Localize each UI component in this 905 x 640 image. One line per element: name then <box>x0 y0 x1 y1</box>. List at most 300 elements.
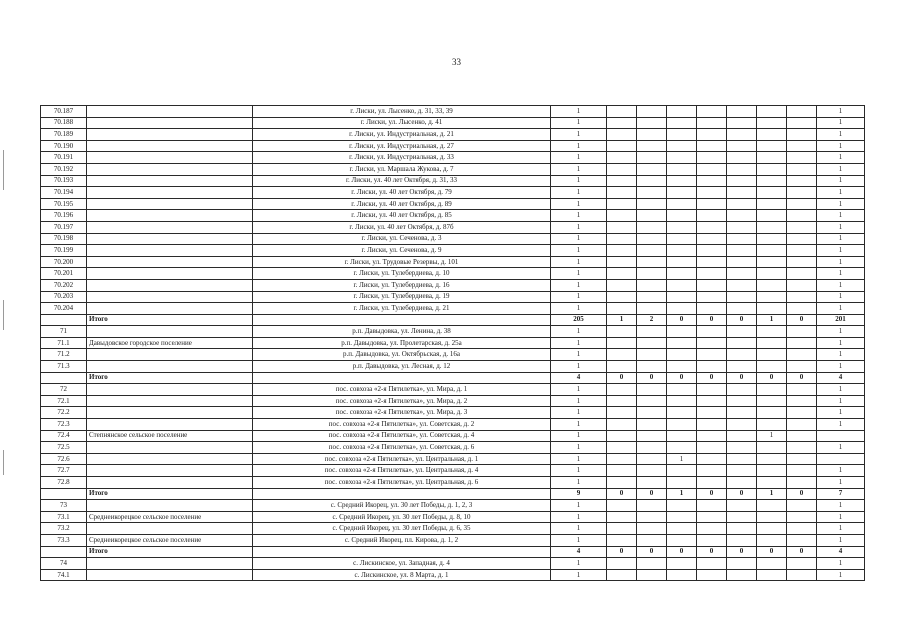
row-number-cell: 74.1 <box>41 569 87 581</box>
value-cell <box>697 279 727 291</box>
total-row <box>41 488 865 500</box>
value-cell <box>637 233 667 245</box>
value-cell <box>667 500 697 512</box>
address-cell: с. Средний Икорец, ул. 30 лет Победы, д. 8, 10 <box>253 511 551 523</box>
row-number-cell: 72.8 <box>41 477 87 489</box>
value-cell <box>607 361 637 373</box>
address-cell: с. Лискинское, ул. 8 Марта, д. 1 <box>253 569 551 581</box>
value-cell <box>697 430 727 442</box>
value-cell <box>637 140 667 152</box>
value-cell <box>607 152 637 164</box>
value-cell <box>637 349 667 361</box>
value-cell: 1 <box>757 314 787 326</box>
value-cell <box>787 129 817 141</box>
table-row <box>41 349 865 361</box>
value-cell: 1 <box>817 175 865 187</box>
table-row <box>41 129 865 141</box>
table-row <box>41 198 865 210</box>
address-cell: р.п. Давыдовка, ул. Пролетарская, д. 25а <box>253 337 551 349</box>
row-number-cell: 70.194 <box>41 187 87 199</box>
value-cell: 0 <box>697 546 727 558</box>
value-cell: 1 <box>817 152 865 164</box>
value-cell: 1 <box>551 558 607 570</box>
address-cell: г. Лиски, ул. 40 лет Октября, д. 87б <box>253 221 551 233</box>
value-cell <box>607 384 637 396</box>
value-cell <box>727 245 757 257</box>
value-cell: 1 <box>551 245 607 257</box>
value-cell <box>697 187 727 199</box>
table-row <box>41 477 865 489</box>
address-cell: пос. совхоза «2-я Пятилетка», ул. Центральная, д. 4 <box>253 465 551 477</box>
value-cell <box>607 523 637 535</box>
row-number-cell: 70.201 <box>41 268 87 280</box>
value-cell: 0 <box>607 372 637 384</box>
value-cell <box>757 500 787 512</box>
row-number-cell <box>41 314 87 326</box>
value-cell <box>637 106 667 118</box>
value-cell <box>757 106 787 118</box>
row-number-cell: 70.202 <box>41 279 87 291</box>
row-number-cell: 72.5 <box>41 442 87 454</box>
value-cell <box>607 129 637 141</box>
value-cell <box>757 419 787 431</box>
value-cell <box>607 198 637 210</box>
address-cell: г. Лиски, ул. Трудовые Резервы, д. 101 <box>253 256 551 268</box>
value-cell <box>697 407 727 419</box>
row-number-cell: 72.4 <box>41 430 87 442</box>
total-row <box>41 372 865 384</box>
value-cell <box>757 349 787 361</box>
settlement-cell: Степнянское сельское поселение <box>87 430 253 442</box>
address-cell: пос. совхоза «2-я Пятилетка», ул. Советская, д. 4 <box>253 430 551 442</box>
value-cell: 1 <box>817 500 865 512</box>
value-cell <box>667 534 697 546</box>
value-cell: 1 <box>757 430 787 442</box>
value-cell <box>667 419 697 431</box>
value-cell: 1 <box>551 534 607 546</box>
value-cell <box>637 175 667 187</box>
row-number-cell: 73.1 <box>41 511 87 523</box>
settlement-cell <box>87 279 253 291</box>
value-cell <box>787 256 817 268</box>
value-cell <box>667 477 697 489</box>
row-number-cell <box>41 488 87 500</box>
row-number-cell: 70.188 <box>41 117 87 129</box>
settlement-cell <box>87 419 253 431</box>
value-cell <box>607 569 637 581</box>
row-number-cell: 70.193 <box>41 175 87 187</box>
table-row <box>41 117 865 129</box>
value-cell <box>757 523 787 535</box>
value-cell: 1 <box>817 477 865 489</box>
settlement-cell <box>87 129 253 141</box>
value-cell <box>697 384 727 396</box>
value-cell: 1 <box>817 187 865 199</box>
value-cell: 0 <box>757 372 787 384</box>
value-cell <box>697 442 727 454</box>
value-cell <box>697 198 727 210</box>
value-cell <box>667 210 697 222</box>
settlement-cell <box>87 453 253 465</box>
total-row <box>41 546 865 558</box>
row-number-cell: 70.189 <box>41 129 87 141</box>
value-cell <box>787 558 817 570</box>
value-cell <box>727 395 757 407</box>
value-cell <box>607 430 637 442</box>
value-cell: 1 <box>817 268 865 280</box>
value-cell <box>727 407 757 419</box>
value-cell: 1 <box>551 163 607 175</box>
settlement-cell <box>87 140 253 152</box>
value-cell <box>787 419 817 431</box>
value-cell <box>637 152 667 164</box>
value-cell <box>637 465 667 477</box>
row-number-cell: 70.197 <box>41 221 87 233</box>
value-cell <box>607 291 637 303</box>
table-row <box>41 337 865 349</box>
table-row <box>41 384 865 396</box>
settlement-cell <box>87 256 253 268</box>
value-cell <box>757 198 787 210</box>
address-cell: г. Лиски, ул. Тулебердиева, д. 10 <box>253 268 551 280</box>
row-number-cell: 72.2 <box>41 407 87 419</box>
value-cell: 1 <box>551 477 607 489</box>
settlement-cell <box>87 523 253 535</box>
value-cell <box>637 198 667 210</box>
value-cell <box>727 465 757 477</box>
address-cell <box>253 546 551 558</box>
settlement-cell <box>87 477 253 489</box>
value-cell <box>667 279 697 291</box>
value-cell <box>667 106 697 118</box>
settlement-cell <box>87 245 253 257</box>
settlement-cell <box>87 233 253 245</box>
value-cell: 1 <box>551 198 607 210</box>
value-cell <box>637 395 667 407</box>
value-cell <box>637 361 667 373</box>
value-cell <box>727 523 757 535</box>
value-cell: 1 <box>551 291 607 303</box>
address-cell <box>253 314 551 326</box>
row-number-cell: 72.6 <box>41 453 87 465</box>
table-row <box>41 430 865 442</box>
value-cell <box>667 175 697 187</box>
settlement-cell <box>87 349 253 361</box>
value-cell <box>757 337 787 349</box>
row-number-cell: 72.3 <box>41 419 87 431</box>
value-cell <box>757 129 787 141</box>
value-cell: 1 <box>551 256 607 268</box>
value-cell <box>757 175 787 187</box>
value-cell: 1 <box>817 117 865 129</box>
address-cell: пос. совхоза «2-я Пятилетка», ул. Советская, д. 6 <box>253 442 551 454</box>
address-cell: г. Лиски, ул. 40 лет Октября, д. 89 <box>253 198 551 210</box>
settlement-cell <box>87 187 253 199</box>
row-number-cell: 70.204 <box>41 303 87 315</box>
value-cell: 1 <box>551 106 607 118</box>
row-number-cell: 70.203 <box>41 291 87 303</box>
value-cell <box>727 175 757 187</box>
value-cell <box>727 558 757 570</box>
value-cell <box>727 569 757 581</box>
value-cell <box>637 419 667 431</box>
value-cell: 1 <box>817 291 865 303</box>
address-cell: г. Лиски, ул. Индустриальная, д. 27 <box>253 140 551 152</box>
value-cell <box>607 106 637 118</box>
value-cell: 1 <box>551 419 607 431</box>
value-cell: 1 <box>817 163 865 175</box>
table-row <box>41 279 865 291</box>
value-cell: 1 <box>551 210 607 222</box>
table-row <box>41 523 865 535</box>
value-cell <box>727 129 757 141</box>
value-cell: 1 <box>551 303 607 315</box>
value-cell <box>607 465 637 477</box>
value-cell <box>637 558 667 570</box>
value-cell <box>607 268 637 280</box>
data-table-wrapper <box>40 105 864 581</box>
value-cell <box>727 349 757 361</box>
value-cell: 1 <box>551 140 607 152</box>
value-cell <box>787 140 817 152</box>
value-cell <box>607 256 637 268</box>
settlement-cell <box>87 407 253 419</box>
settlement-cell: Итого <box>87 546 253 558</box>
value-cell <box>637 256 667 268</box>
value-cell: 1 <box>551 523 607 535</box>
value-cell <box>757 384 787 396</box>
value-cell <box>757 268 787 280</box>
settlement-cell <box>87 303 253 315</box>
value-cell <box>787 233 817 245</box>
value-cell <box>697 569 727 581</box>
value-cell: 1 <box>551 129 607 141</box>
row-number-cell: 73.2 <box>41 523 87 535</box>
value-cell <box>667 511 697 523</box>
value-cell: 1 <box>817 534 865 546</box>
value-cell <box>757 361 787 373</box>
address-cell <box>253 372 551 384</box>
value-cell <box>637 569 667 581</box>
row-number-cell: 72 <box>41 384 87 396</box>
value-cell <box>757 221 787 233</box>
value-cell <box>727 419 757 431</box>
table-row <box>41 569 865 581</box>
value-cell <box>667 326 697 338</box>
value-cell <box>727 140 757 152</box>
value-cell: 0 <box>697 314 727 326</box>
value-cell <box>727 326 757 338</box>
value-cell: 1 <box>551 569 607 581</box>
value-cell <box>727 337 757 349</box>
settlement-cell: Итого <box>87 314 253 326</box>
table-row <box>41 465 865 477</box>
value-cell: 0 <box>667 372 697 384</box>
value-cell <box>667 140 697 152</box>
value-cell: 1 <box>817 442 865 454</box>
table-row <box>41 395 865 407</box>
address-cell: пос. совхоза «2-я Пятилетка», ул. Мира, д. 1 <box>253 384 551 396</box>
value-cell: 0 <box>787 546 817 558</box>
value-cell <box>787 291 817 303</box>
value-cell: 0 <box>727 546 757 558</box>
value-cell <box>757 326 787 338</box>
row-number-cell: 70.190 <box>41 140 87 152</box>
value-cell: 1 <box>817 361 865 373</box>
settlement-cell <box>87 326 253 338</box>
settlement-cell <box>87 117 253 129</box>
address-cell: с. Лискинское, ул. Западная, д. 4 <box>253 558 551 570</box>
value-cell: 1 <box>817 140 865 152</box>
value-cell: 1 <box>551 384 607 396</box>
address-cell: р.п. Давыдовка, ул. Ленина, д. 38 <box>253 326 551 338</box>
value-cell <box>757 210 787 222</box>
address-cell: г. Лиски, ул. Лысенко, д. 41 <box>253 117 551 129</box>
value-cell <box>787 117 817 129</box>
row-number-cell: 71.2 <box>41 349 87 361</box>
value-cell: 1 <box>551 187 607 199</box>
value-cell <box>787 326 817 338</box>
value-cell: 0 <box>787 314 817 326</box>
value-cell <box>757 569 787 581</box>
value-cell <box>637 477 667 489</box>
table-row <box>41 361 865 373</box>
value-cell <box>727 210 757 222</box>
value-cell <box>787 407 817 419</box>
value-cell <box>757 511 787 523</box>
value-cell <box>667 291 697 303</box>
settlement-cell <box>87 361 253 373</box>
value-cell: 1 <box>551 361 607 373</box>
value-cell: 1 <box>817 221 865 233</box>
value-cell <box>637 500 667 512</box>
row-number-cell: 70.199 <box>41 245 87 257</box>
value-cell <box>697 465 727 477</box>
value-cell: 0 <box>757 546 787 558</box>
value-cell <box>667 384 697 396</box>
settlement-cell <box>87 106 253 118</box>
address-cell: г. Лиски, ул. Маршала Жукова, д. 7 <box>253 163 551 175</box>
value-cell: 1 <box>551 326 607 338</box>
value-cell <box>757 558 787 570</box>
value-cell <box>667 569 697 581</box>
value-cell <box>727 361 757 373</box>
value-cell <box>697 152 727 164</box>
value-cell <box>637 337 667 349</box>
value-cell <box>607 395 637 407</box>
value-cell <box>697 106 727 118</box>
value-cell: 0 <box>697 488 727 500</box>
value-cell <box>787 534 817 546</box>
value-cell: 1 <box>551 337 607 349</box>
value-cell <box>727 534 757 546</box>
value-cell <box>607 210 637 222</box>
value-cell <box>757 395 787 407</box>
value-cell: 1 <box>551 268 607 280</box>
settlement-cell <box>87 291 253 303</box>
settlement-cell: Среднеикорецкое сельское поселение <box>87 534 253 546</box>
value-cell <box>607 187 637 199</box>
value-cell: 1 <box>817 337 865 349</box>
value-cell <box>787 268 817 280</box>
value-cell <box>697 337 727 349</box>
value-cell <box>697 419 727 431</box>
row-number-cell: 70.192 <box>41 163 87 175</box>
value-cell <box>787 279 817 291</box>
value-cell <box>637 210 667 222</box>
value-cell: 1 <box>607 314 637 326</box>
value-cell <box>757 465 787 477</box>
value-cell: 0 <box>787 488 817 500</box>
settlement-cell <box>87 198 253 210</box>
value-cell: 1 <box>551 511 607 523</box>
value-cell <box>787 187 817 199</box>
value-cell: 1 <box>817 303 865 315</box>
value-cell <box>757 152 787 164</box>
value-cell <box>607 442 637 454</box>
value-cell <box>607 453 637 465</box>
value-cell <box>727 106 757 118</box>
row-number-cell: 73.3 <box>41 534 87 546</box>
value-cell <box>757 477 787 489</box>
row-number-cell: 72.1 <box>41 395 87 407</box>
value-cell <box>757 117 787 129</box>
value-cell <box>607 303 637 315</box>
address-cell: с. Средний Икорец, пл. Кирова, д. 1, 2 <box>253 534 551 546</box>
table-row <box>41 511 865 523</box>
settlement-cell <box>87 221 253 233</box>
table-row <box>41 106 865 118</box>
value-cell: 1 <box>817 407 865 419</box>
value-cell <box>667 221 697 233</box>
value-cell <box>787 361 817 373</box>
value-cell <box>667 558 697 570</box>
value-cell <box>637 279 667 291</box>
table-row <box>41 268 865 280</box>
table-row <box>41 152 865 164</box>
value-cell <box>727 500 757 512</box>
address-cell: г. Лиски, ул. Индустриальная, д. 21 <box>253 129 551 141</box>
value-cell <box>607 140 637 152</box>
value-cell <box>697 477 727 489</box>
value-cell <box>757 453 787 465</box>
value-cell <box>727 384 757 396</box>
value-cell: 201 <box>817 314 865 326</box>
value-cell <box>637 187 667 199</box>
row-number-cell: 71.1 <box>41 337 87 349</box>
value-cell: 0 <box>667 314 697 326</box>
value-cell <box>607 419 637 431</box>
value-cell <box>637 268 667 280</box>
address-cell: пос. совхоза «2-я Пятилетка», ул. Центральная, д. 6 <box>253 477 551 489</box>
value-cell <box>787 477 817 489</box>
value-cell <box>697 453 727 465</box>
row-number-cell: 70.187 <box>41 106 87 118</box>
value-cell <box>697 291 727 303</box>
value-cell <box>697 500 727 512</box>
value-cell: 0 <box>727 314 757 326</box>
value-cell <box>637 163 667 175</box>
value-cell <box>607 349 637 361</box>
table-row <box>41 221 865 233</box>
value-cell <box>787 163 817 175</box>
value-cell <box>757 291 787 303</box>
value-cell <box>607 221 637 233</box>
value-cell <box>727 117 757 129</box>
value-cell <box>637 442 667 454</box>
row-number-cell <box>41 372 87 384</box>
value-cell: 1 <box>551 453 607 465</box>
